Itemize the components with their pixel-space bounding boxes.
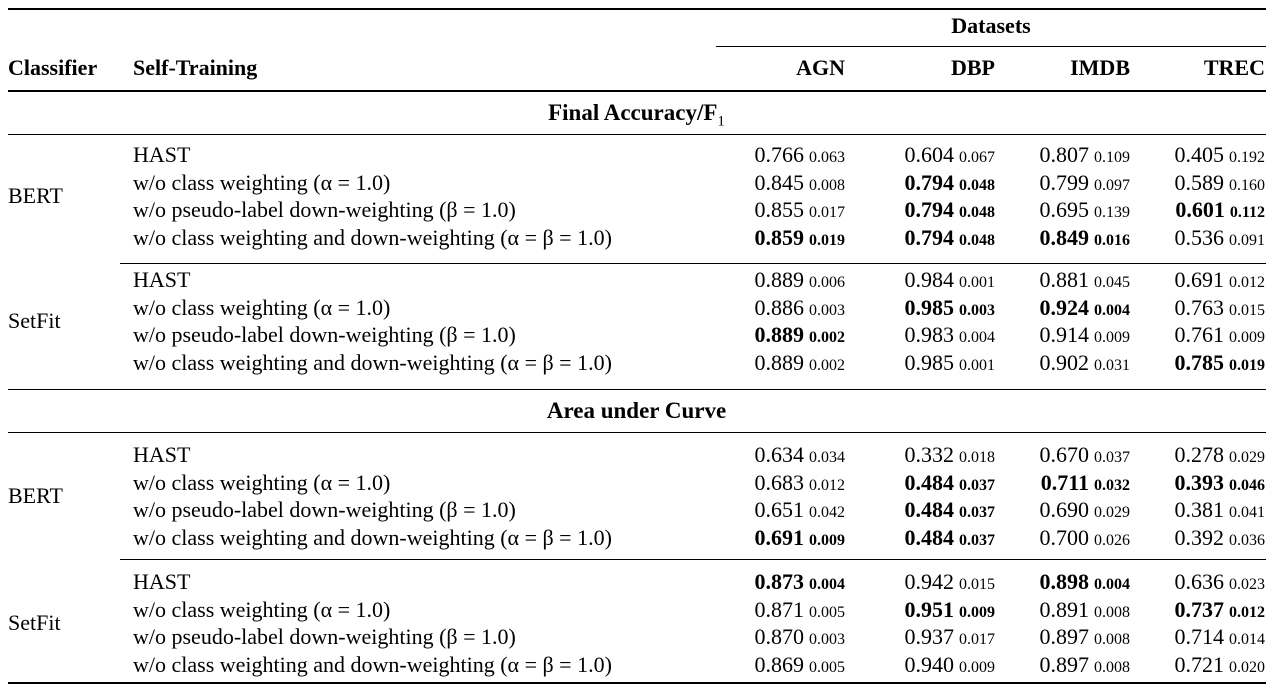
std-value: 0.014 xyxy=(1229,631,1265,649)
std-value: 0.008 xyxy=(809,176,845,194)
section-title-subscript: 1 xyxy=(717,113,725,130)
table-row xyxy=(0,568,1273,596)
value-cell-imdb xyxy=(1040,141,1131,172)
section2-top-rule xyxy=(8,389,1266,390)
value-cell-agn xyxy=(755,623,846,654)
value-cell-dbp xyxy=(905,141,996,172)
mean-value: 0.785 xyxy=(1174,349,1224,375)
table-row xyxy=(0,141,1273,169)
std-value: 0.029 xyxy=(1229,449,1265,467)
value-cell-trec xyxy=(1175,441,1266,472)
mean-value: 0.881 xyxy=(1039,267,1089,293)
std-value: 0.015 xyxy=(1229,301,1265,319)
mean-value: 0.951 xyxy=(904,596,954,622)
table-row xyxy=(0,294,1273,322)
value-cell-agn xyxy=(755,169,846,200)
value-cell-imdb xyxy=(1040,651,1131,682)
value-cell-imdb xyxy=(1040,196,1131,227)
column-header-imdb: IMDB xyxy=(1070,55,1130,80)
std-value: 0.034 xyxy=(809,449,845,467)
value-cell-trec xyxy=(1175,141,1266,172)
std-value: 0.005 xyxy=(809,658,845,676)
mean-value: 0.942 xyxy=(904,569,954,595)
header-rule xyxy=(8,90,1266,93)
std-value: 0.031 xyxy=(1094,356,1130,374)
mean-value: 0.985 xyxy=(904,294,954,320)
std-value: 0.009 xyxy=(959,658,995,676)
std-value: 0.002 xyxy=(809,329,845,347)
classifier-column-header: Classifier xyxy=(8,55,98,80)
column-header-agn: AGN xyxy=(796,55,845,80)
mean-value: 0.897 xyxy=(1039,651,1089,677)
value-cell-dbp xyxy=(905,596,996,627)
value-cell-trec xyxy=(1175,469,1266,500)
self-training-label: w/o pseudo-label down-weighting (β = 1.0) xyxy=(133,322,516,348)
section-title-area-under-curve xyxy=(0,398,1273,429)
std-value: 0.042 xyxy=(809,504,845,522)
value-cell-dbp xyxy=(905,651,996,682)
mean-value: 0.670 xyxy=(1039,442,1089,468)
std-value: 0.037 xyxy=(1094,449,1130,467)
table-row xyxy=(0,196,1273,224)
value-cell-agn xyxy=(755,441,846,472)
mean-value: 0.332 xyxy=(904,442,954,468)
mean-value: 0.914 xyxy=(1039,322,1089,348)
mean-value: 0.381 xyxy=(1174,497,1224,523)
mean-value: 0.794 xyxy=(904,169,954,195)
self-training-label: HAST xyxy=(133,442,191,468)
value-cell-imdb xyxy=(1040,496,1131,527)
datasets-cmidrule xyxy=(716,46,1266,47)
std-value: 0.004 xyxy=(959,329,995,347)
section-title-text: Final Accuracy/F xyxy=(548,100,718,125)
section2-title-rule xyxy=(8,432,1266,433)
section2-block-divider-rule xyxy=(120,559,1266,560)
value-cell-dbp xyxy=(905,321,996,352)
value-cell-dbp xyxy=(905,623,996,654)
self-training-label: w/o class weighting and down-weighting (α = β = 1.0) xyxy=(133,349,612,375)
std-value: 0.003 xyxy=(809,631,845,649)
std-value: 0.037 xyxy=(959,531,995,549)
top-rule xyxy=(8,8,1266,11)
std-value: 0.037 xyxy=(959,504,995,522)
mean-value: 0.902 xyxy=(1039,349,1089,375)
value-cell-trec xyxy=(1175,349,1266,380)
table-row xyxy=(0,651,1273,679)
value-cell-imdb xyxy=(1040,349,1131,380)
mean-value: 0.889 xyxy=(754,322,804,348)
bottom-rule xyxy=(8,682,1266,685)
value-cell-agn xyxy=(755,469,846,500)
self-training-label: w/o class weighting and down-weighting (α = β = 1.0) xyxy=(133,651,612,677)
mean-value: 0.761 xyxy=(1174,322,1224,348)
std-value: 0.046 xyxy=(1229,476,1265,494)
value-cell-dbp xyxy=(905,196,996,227)
section1-block-divider-rule xyxy=(120,263,1266,264)
value-cell-trec xyxy=(1175,196,1265,227)
mean-value: 0.393 xyxy=(1174,469,1224,495)
value-cell-trec xyxy=(1175,266,1266,297)
std-value: 0.036 xyxy=(1229,531,1265,549)
mean-value: 0.897 xyxy=(1039,624,1089,650)
mean-value: 0.484 xyxy=(904,497,954,523)
value-cell-agn xyxy=(755,496,846,527)
std-value: 0.016 xyxy=(1094,231,1130,249)
mean-value: 0.940 xyxy=(904,651,954,677)
value-cell-dbp xyxy=(905,469,996,500)
std-value: 0.026 xyxy=(1094,531,1130,549)
std-value: 0.002 xyxy=(809,356,845,374)
mean-value: 0.807 xyxy=(1039,142,1089,168)
value-cell-dbp xyxy=(905,266,996,297)
std-value: 0.017 xyxy=(959,631,995,649)
section1-title-rule xyxy=(8,134,1266,135)
self-training-label: HAST xyxy=(133,569,191,595)
value-cell-dbp xyxy=(905,524,996,555)
mean-value: 0.898 xyxy=(1039,569,1089,595)
table-row xyxy=(0,349,1273,377)
mean-value: 0.651 xyxy=(754,497,804,523)
mean-value: 0.690 xyxy=(1039,497,1089,523)
table-row xyxy=(0,266,1273,294)
mean-value: 0.604 xyxy=(904,142,954,168)
mean-value: 0.891 xyxy=(1039,596,1089,622)
std-value: 0.020 xyxy=(1229,658,1265,676)
self-training-label: w/o class weighting (α = 1.0) xyxy=(133,294,391,320)
std-value: 0.001 xyxy=(959,274,995,292)
value-cell-trec xyxy=(1175,169,1266,200)
std-value: 0.091 xyxy=(1229,231,1265,249)
std-value: 0.112 xyxy=(1229,204,1265,222)
self-training-label: w/o pseudo-label down-weighting (β = 1.0) xyxy=(133,497,516,523)
value-cell-trec xyxy=(1175,568,1266,599)
mean-value: 0.278 xyxy=(1174,442,1224,468)
mean-value: 0.886 xyxy=(754,294,804,320)
mean-value: 0.859 xyxy=(754,224,804,250)
classifier-label: BERT xyxy=(8,183,63,209)
std-value: 0.067 xyxy=(959,149,995,167)
mean-value: 0.484 xyxy=(904,469,954,495)
value-cell-agn xyxy=(755,294,846,325)
std-value: 0.017 xyxy=(809,204,845,222)
std-value: 0.012 xyxy=(1229,603,1265,621)
std-value: 0.097 xyxy=(1094,176,1130,194)
value-cell-agn xyxy=(755,568,846,599)
self-training-label: HAST xyxy=(133,142,191,168)
value-cell-imdb xyxy=(1040,568,1131,599)
std-value: 0.008 xyxy=(1094,603,1130,621)
value-cell-trec xyxy=(1175,224,1266,255)
table-row xyxy=(0,623,1273,651)
std-value: 0.015 xyxy=(959,576,995,594)
std-value: 0.009 xyxy=(1094,329,1130,347)
mean-value: 0.794 xyxy=(904,224,954,250)
value-cell-trec xyxy=(1175,596,1266,627)
self-training-label: w/o class weighting (α = 1.0) xyxy=(133,469,391,495)
mean-value: 0.700 xyxy=(1039,524,1089,550)
table-row xyxy=(0,224,1273,252)
mean-value: 0.721 xyxy=(1174,651,1224,677)
mean-value: 0.845 xyxy=(754,169,804,195)
mean-value: 0.714 xyxy=(1174,624,1224,650)
std-value: 0.008 xyxy=(1094,658,1130,676)
mean-value: 0.983 xyxy=(904,322,954,348)
value-cell-agn xyxy=(755,224,846,255)
value-cell-imdb xyxy=(1040,321,1131,352)
std-value: 0.008 xyxy=(1094,631,1130,649)
std-value: 0.009 xyxy=(959,603,995,621)
value-cell-imdb xyxy=(1040,596,1131,627)
value-cell-dbp xyxy=(905,294,996,325)
value-cell-dbp xyxy=(905,169,996,200)
std-value: 0.041 xyxy=(1229,504,1265,522)
std-value: 0.192 xyxy=(1229,149,1265,167)
std-value: 0.004 xyxy=(809,576,845,594)
value-cell-agn xyxy=(755,196,846,227)
value-cell-agn xyxy=(755,596,846,627)
value-cell-imdb xyxy=(1040,266,1131,297)
value-cell-agn xyxy=(755,651,846,682)
self-training-label: w/o class weighting and down-weighting (α = β = 1.0) xyxy=(133,524,612,550)
mean-value: 0.691 xyxy=(1174,267,1224,293)
mean-value: 0.536 xyxy=(1174,224,1224,250)
value-cell-dbp xyxy=(905,224,996,255)
value-cell-trec xyxy=(1175,651,1266,682)
mean-value: 0.869 xyxy=(754,651,804,677)
mean-value: 0.924 xyxy=(1039,294,1089,320)
table-row xyxy=(0,321,1273,349)
classifier-label: SetFit xyxy=(8,308,61,334)
std-value: 0.005 xyxy=(809,603,845,621)
std-value: 0.006 xyxy=(809,274,845,292)
value-cell-agn xyxy=(755,524,846,555)
mean-value: 0.634 xyxy=(754,442,804,468)
mean-value: 0.871 xyxy=(754,596,804,622)
mean-value: 0.636 xyxy=(1174,569,1224,595)
std-value: 0.160 xyxy=(1229,176,1265,194)
table-row xyxy=(0,469,1273,497)
std-value: 0.048 xyxy=(959,231,995,249)
table-row xyxy=(0,496,1273,524)
value-cell-dbp xyxy=(905,349,996,380)
std-value: 0.037 xyxy=(959,476,995,494)
std-value: 0.004 xyxy=(1094,301,1130,319)
mean-value: 0.695 xyxy=(1039,197,1089,223)
section-title-text: Area under Curve xyxy=(546,398,727,423)
std-value: 0.012 xyxy=(809,476,845,494)
mean-value: 0.794 xyxy=(904,197,954,223)
value-cell-imdb xyxy=(1041,469,1130,500)
std-value: 0.003 xyxy=(959,301,995,319)
mean-value: 0.737 xyxy=(1174,596,1224,622)
mean-value: 0.601 xyxy=(1175,197,1225,223)
mean-value: 0.589 xyxy=(1174,169,1224,195)
mean-value: 0.889 xyxy=(754,267,804,293)
value-cell-trec xyxy=(1175,321,1266,352)
mean-value: 0.392 xyxy=(1174,524,1224,550)
value-cell-trec xyxy=(1175,496,1266,527)
std-value: 0.004 xyxy=(1094,576,1130,594)
self-training-label: w/o class weighting and down-weighting (α = β = 1.0) xyxy=(133,224,612,250)
std-value: 0.045 xyxy=(1094,274,1130,292)
column-header-trec: TREC xyxy=(1203,55,1265,80)
value-cell-dbp xyxy=(905,568,996,599)
std-value: 0.001 xyxy=(959,356,995,374)
value-cell-dbp xyxy=(905,496,996,527)
table-row xyxy=(0,441,1273,469)
self-training-label: w/o pseudo-label down-weighting (β = 1.0) xyxy=(133,197,516,223)
mean-value: 0.984 xyxy=(904,267,954,293)
std-value: 0.109 xyxy=(1094,149,1130,167)
self-training-label: HAST xyxy=(133,267,191,293)
value-cell-imdb xyxy=(1040,169,1131,200)
std-value: 0.139 xyxy=(1094,204,1130,222)
mean-value: 0.683 xyxy=(754,469,804,495)
std-value: 0.048 xyxy=(959,204,995,222)
value-cell-imdb xyxy=(1040,224,1131,255)
mean-value: 0.691 xyxy=(754,524,804,550)
self-training-label: w/o pseudo-label down-weighting (β = 1.0) xyxy=(133,624,516,650)
value-cell-imdb xyxy=(1040,294,1131,325)
mean-value: 0.849 xyxy=(1039,224,1089,250)
std-value: 0.019 xyxy=(1229,356,1265,374)
self-training-column-header: Self-Training xyxy=(133,55,258,80)
mean-value: 0.889 xyxy=(754,349,804,375)
table-row xyxy=(0,524,1273,552)
std-value: 0.018 xyxy=(959,449,995,467)
mean-value: 0.766 xyxy=(754,142,804,168)
section-title-final-accuracy xyxy=(0,100,1273,131)
mean-value: 0.873 xyxy=(754,569,804,595)
value-cell-imdb xyxy=(1040,524,1131,555)
value-cell-trec xyxy=(1175,294,1266,325)
mean-value: 0.405 xyxy=(1174,142,1224,168)
classifier-label: SetFit xyxy=(8,610,61,636)
std-value: 0.009 xyxy=(1229,329,1265,347)
std-value: 0.012 xyxy=(1229,274,1265,292)
std-value: 0.009 xyxy=(809,531,845,549)
value-cell-imdb xyxy=(1040,441,1131,472)
mean-value: 0.855 xyxy=(754,197,804,223)
mean-value: 0.484 xyxy=(904,524,954,550)
std-value: 0.032 xyxy=(1094,476,1130,494)
datasets-group-header: Datasets xyxy=(951,13,1031,38)
value-cell-agn xyxy=(755,266,846,297)
value-cell-trec xyxy=(1175,524,1266,555)
mean-value: 0.985 xyxy=(904,349,954,375)
mean-value: 0.763 xyxy=(1174,294,1224,320)
value-cell-agn xyxy=(755,141,846,172)
std-value: 0.003 xyxy=(809,301,845,319)
table-row xyxy=(0,596,1273,624)
table-row xyxy=(0,169,1273,197)
mean-value: 0.799 xyxy=(1039,169,1089,195)
mean-value: 0.711 xyxy=(1040,469,1089,495)
value-cell-dbp xyxy=(905,441,996,472)
value-cell-agn xyxy=(755,349,846,380)
std-value: 0.048 xyxy=(959,176,995,194)
classifier-label: BERT xyxy=(8,483,63,509)
column-header-dbp: DBP xyxy=(951,55,995,80)
self-training-label: w/o class weighting (α = 1.0) xyxy=(133,169,391,195)
std-value: 0.029 xyxy=(1094,504,1130,522)
self-training-label: w/o class weighting (α = 1.0) xyxy=(133,596,391,622)
std-value: 0.019 xyxy=(809,231,845,249)
std-value: 0.023 xyxy=(1229,576,1265,594)
value-cell-trec xyxy=(1175,623,1266,654)
mean-value: 0.937 xyxy=(904,624,954,650)
value-cell-agn xyxy=(755,321,846,352)
value-cell-imdb xyxy=(1040,623,1131,654)
std-value: 0.063 xyxy=(809,149,845,167)
mean-value: 0.870 xyxy=(754,624,804,650)
